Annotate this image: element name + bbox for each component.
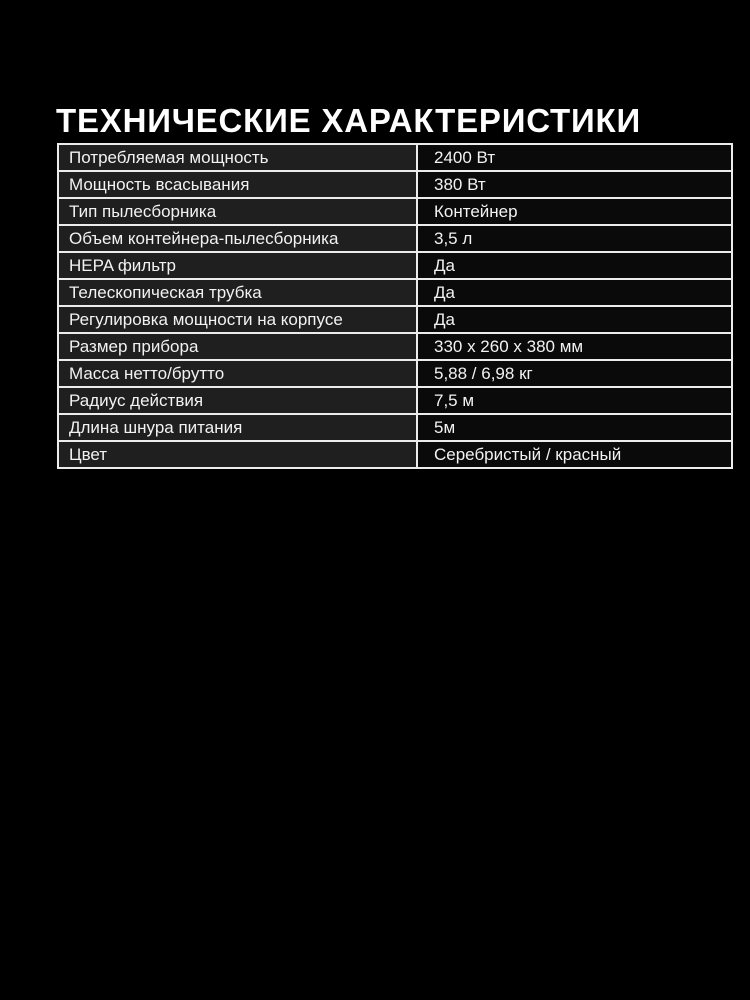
spec-value: 3,5 л bbox=[417, 225, 732, 252]
spec-label: Телескопическая трубка bbox=[58, 279, 417, 306]
spec-value: Да bbox=[417, 279, 732, 306]
specifications-table-body bbox=[58, 144, 732, 468]
spec-label: Потребляемая мощность bbox=[58, 144, 417, 171]
spec-label: Тип пылесборника bbox=[58, 198, 417, 225]
spec-row bbox=[58, 279, 732, 306]
spec-row bbox=[58, 387, 732, 414]
spec-row bbox=[58, 144, 732, 171]
spec-label: Радиус действия bbox=[58, 387, 417, 414]
spec-value: 380 Вт bbox=[417, 171, 732, 198]
spec-label: Размер прибора bbox=[58, 333, 417, 360]
spec-value: Контейнер bbox=[417, 198, 732, 225]
spec-label: Мощность всасывания bbox=[58, 171, 417, 198]
specifications-table bbox=[57, 143, 733, 469]
spec-label: HEPA фильтр bbox=[58, 252, 417, 279]
spec-label: Цвет bbox=[58, 441, 417, 468]
page-title: ТЕХНИЧЕСКИЕ ХАРАКТЕРИСТИКИ bbox=[56, 102, 641, 140]
spec-row bbox=[58, 171, 732, 198]
spec-value: Серебристый / красный bbox=[417, 441, 732, 468]
spec-label: Объем контейнера-пылесборника bbox=[58, 225, 417, 252]
spec-row bbox=[58, 252, 732, 279]
spec-row bbox=[58, 306, 732, 333]
spec-label: Регулировка мощности на корпусе bbox=[58, 306, 417, 333]
spec-value: Да bbox=[417, 252, 732, 279]
spec-label: Длина шнура питания bbox=[58, 414, 417, 441]
spec-value: 5,88 / 6,98 кг bbox=[417, 360, 732, 387]
spec-value: 330 x 260 x 380 мм bbox=[417, 333, 732, 360]
spec-label: Масса нетто/брутто bbox=[58, 360, 417, 387]
spec-row bbox=[58, 360, 732, 387]
spec-value: 7,5 м bbox=[417, 387, 732, 414]
spec-row bbox=[58, 333, 732, 360]
spec-value: 2400 Вт bbox=[417, 144, 732, 171]
spec-row bbox=[58, 198, 732, 225]
spec-row bbox=[58, 441, 732, 468]
spec-row bbox=[58, 225, 732, 252]
spec-row bbox=[58, 414, 732, 441]
spec-value: Да bbox=[417, 306, 732, 333]
spec-value: 5м bbox=[417, 414, 732, 441]
